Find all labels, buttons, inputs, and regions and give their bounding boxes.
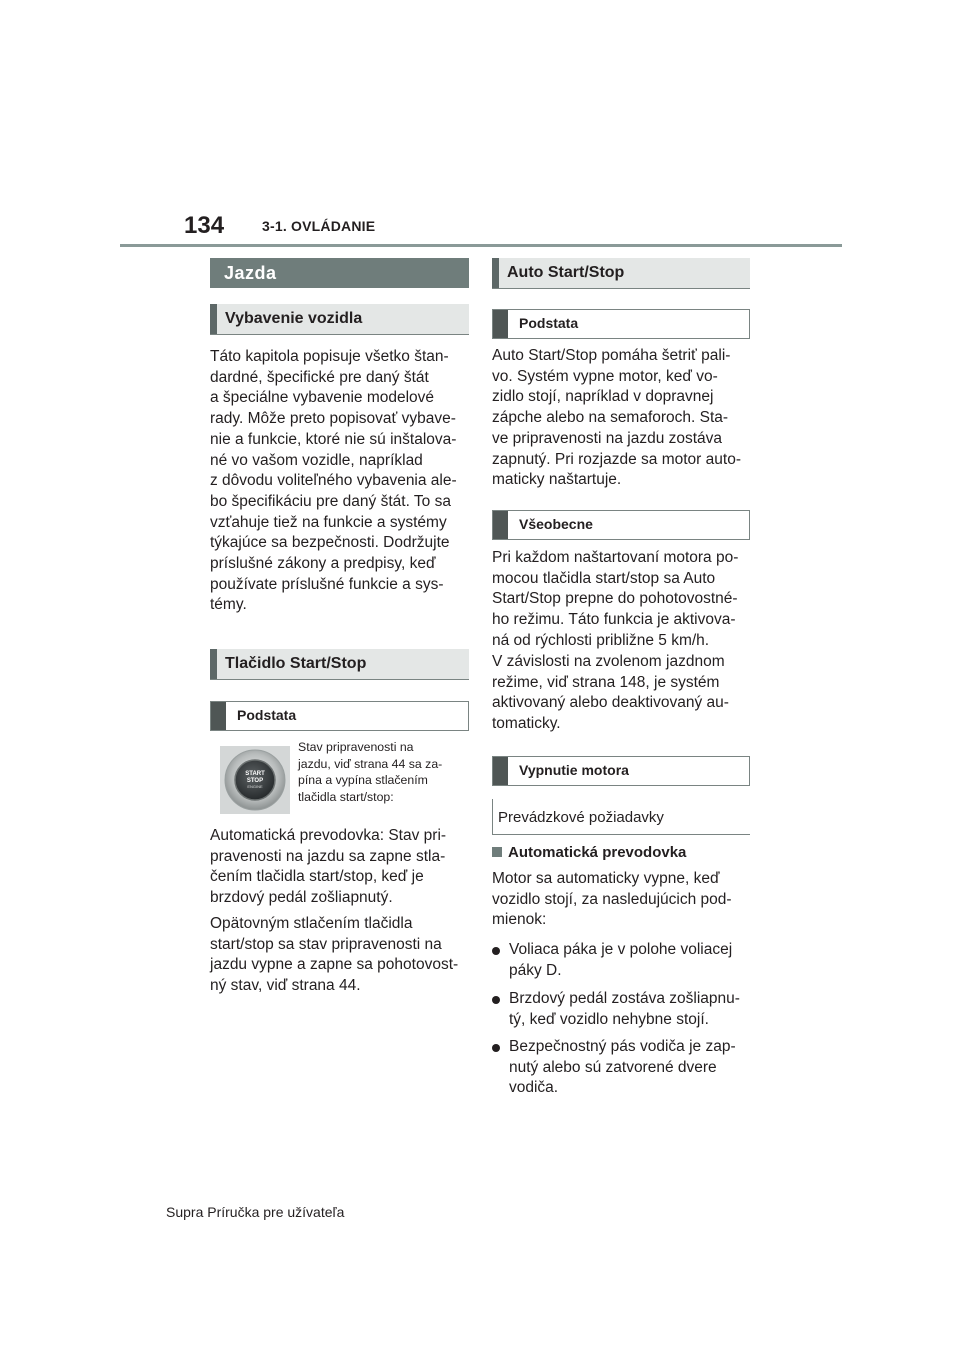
heading-text: Vybavenie vozidla [225, 310, 363, 327]
text-line: ná od rýchlosti približne 5 km/h. [492, 631, 710, 649]
subheading-vypnutie-motora [492, 756, 750, 786]
list-item-text [509, 1037, 736, 1099]
text-line: Motor sa automaticky vypne, keď [492, 870, 720, 887]
subheading-text: Automatická prevodovka [508, 844, 687, 861]
text-line: bo špecifikáciu pre daný štát. To sa [210, 492, 451, 510]
chapter-title: 3-1. OVLÁDANIE [262, 218, 376, 234]
text-line: tomaticky. [492, 715, 561, 733]
text-line: vzťahuje tiež na funkcie a systémy [210, 513, 447, 531]
text-line: používate príslušné funkcie a sys- [210, 575, 444, 593]
paragraph-automaticka-prevodovka [210, 826, 472, 909]
subheading-marker [493, 757, 508, 785]
paragraph-opatovne-stlacenie [210, 914, 472, 997]
button-label-stop: STOP [246, 778, 264, 784]
requirements-label: Prevádzkové požiadavky [498, 809, 664, 826]
text-line: Voliaca páka je v polohe voliacej [509, 941, 733, 958]
start-stop-button-icon [220, 746, 290, 814]
subheading-podstata-right [492, 309, 750, 339]
heading-marker [210, 649, 217, 679]
text-line: Opätovným stlačením tlačidla [210, 915, 413, 932]
text-line: nie a funkcie, ktoré nie sú inštalova- [210, 430, 457, 448]
subheading-marker [211, 702, 226, 730]
header-rule [120, 244, 842, 247]
list-item-text [509, 940, 732, 981]
text-line: ve pripravenosti na jazdu zostáva [492, 429, 723, 447]
text-line: maticky naštartuje. [492, 471, 622, 489]
text-line: start/stop sa stav pripravenosti na [210, 935, 442, 953]
list-item [492, 1037, 754, 1100]
start-stop-button-image [220, 746, 290, 814]
text-line: vozidlo stojí, za nasledujúcich pod- [492, 890, 732, 908]
subheading-marker [493, 511, 508, 539]
text-line: vodiča. [509, 1079, 559, 1097]
subheading-marker [493, 310, 508, 338]
subheading-text: Všeobecne [519, 516, 593, 532]
text-line: režime, viď strana 148, je systém [492, 673, 720, 691]
square-bullet-icon [492, 847, 502, 857]
heading-tlacidlo-start-stop [210, 649, 469, 680]
text-line: z dôvodu voliteľného vybavenia ale- [210, 472, 457, 490]
bullet-icon [492, 947, 500, 955]
text-line: rady. Môže preto popisovať vybave- [210, 410, 456, 428]
page-number: 134 [184, 212, 225, 239]
heading-text: Tlačidlo Start/Stop [225, 655, 367, 672]
subheading-vseobecne [492, 510, 750, 540]
text-line: Stav pripravenosti na [298, 740, 414, 754]
text-line: čením tlačidla start/stop, keď je [210, 868, 424, 886]
text-line: mienok: [492, 911, 547, 929]
paragraph-vseobecne-1 [492, 548, 754, 652]
text-line: príslušné zákony a predpisy, keď [210, 555, 436, 573]
text-line: zapnutý. Pri rozjazde sa motor auto- [492, 450, 741, 468]
button-caption [298, 739, 470, 805]
text-line: a špeciálne vybavenie modelové [210, 389, 435, 407]
section-heading-jazda: Jazda [210, 258, 469, 288]
heading-vybavenie-vozidla [210, 304, 469, 335]
paragraph-vseobecne-2 [492, 652, 754, 735]
text-line: dardné, špecifické pre daný štát [210, 368, 429, 386]
text-line: pína a vypína stlačením [298, 773, 428, 787]
text-line: brzdový pedál zošliapnutý. [210, 889, 393, 907]
subheading-podstata-left [210, 701, 469, 731]
text-line: nutý alebo sú zatvorené dvere [509, 1058, 717, 1076]
text-line: Start/Stop prepne do pohotovostné- [492, 590, 738, 608]
text-line: jazdu, viď strana 44 sa za- [298, 756, 443, 771]
text-line: jazdu vypne a zapne sa pohotovost- [210, 956, 459, 974]
text-line: né vo vašom vozidle, napríklad [210, 451, 423, 469]
paragraph-podstata [492, 346, 754, 491]
text-line: týkajúce sa bezpečnosti. Dodržujte [210, 534, 450, 552]
list-item-text [509, 989, 740, 1030]
text-line: Bezpečnostný pás vodiča je zap- [509, 1038, 736, 1055]
text-line: V závislosti na zvolenom jazdnom [492, 653, 725, 670]
subheading-text: Vypnutie motora [519, 762, 629, 778]
button-label-start: START [245, 771, 265, 777]
subheading-text: Podstata [519, 315, 579, 331]
text-line: aktivovaný alebo deaktivovaný au- [492, 694, 729, 712]
text-line: tý, keď vozidlo nehybne stojí. [509, 1010, 709, 1028]
text-line: Auto Start/Stop pomáha šetriť pali- [492, 347, 731, 364]
paragraph-vypnutie-intro [492, 869, 754, 931]
requirements-box [492, 799, 750, 835]
list-item [492, 940, 754, 982]
text-line: témy. [210, 596, 247, 614]
heading-marker [210, 304, 217, 334]
list-item [492, 989, 754, 1031]
bullet-icon [492, 1044, 500, 1052]
text-line: tlačidla start/stop: [298, 789, 394, 804]
paragraph-vybavenie [210, 347, 472, 616]
text-line: ho režimu. Táto funkcia je aktivova- [492, 611, 736, 629]
footer-text: Supra Príručka pre užívateľa [166, 1204, 345, 1220]
text-line: vo. Systém vypne motor, keď vo- [492, 367, 718, 385]
requirements-box-left-border [492, 799, 493, 835]
heading-marker [492, 258, 499, 288]
text-line: Automatická prevodovka: Stav pri- [210, 827, 447, 844]
text-line: zápche alebo na semaforoch. Sta- [492, 409, 729, 427]
heading-text: Auto Start/Stop [507, 264, 625, 281]
heading-auto-start-stop [492, 258, 750, 289]
button-label-engine: ENGINE [247, 784, 263, 789]
text-line: Brzdový pedál zostáva zošliapnu- [509, 990, 740, 1007]
text-line: páky D. [509, 961, 562, 979]
bullet-icon [492, 996, 500, 1004]
text-line: ný stav, viď strana 44. [210, 977, 361, 995]
text-line: zidlo stojí, napríklad v dopravnej [492, 388, 714, 406]
text-line: Táto kapitola popisuje všetko štan- [210, 348, 449, 365]
text-line: pravenosti na jazdu sa zapne stla- [210, 847, 446, 865]
text-line: Pri každom naštartovaní motora po- [492, 549, 739, 566]
subheading-automaticka-prevodovka [492, 843, 686, 863]
subheading-text: Podstata [237, 707, 297, 723]
text-line: mocou tlačidla start/stop sa Auto [492, 569, 716, 587]
